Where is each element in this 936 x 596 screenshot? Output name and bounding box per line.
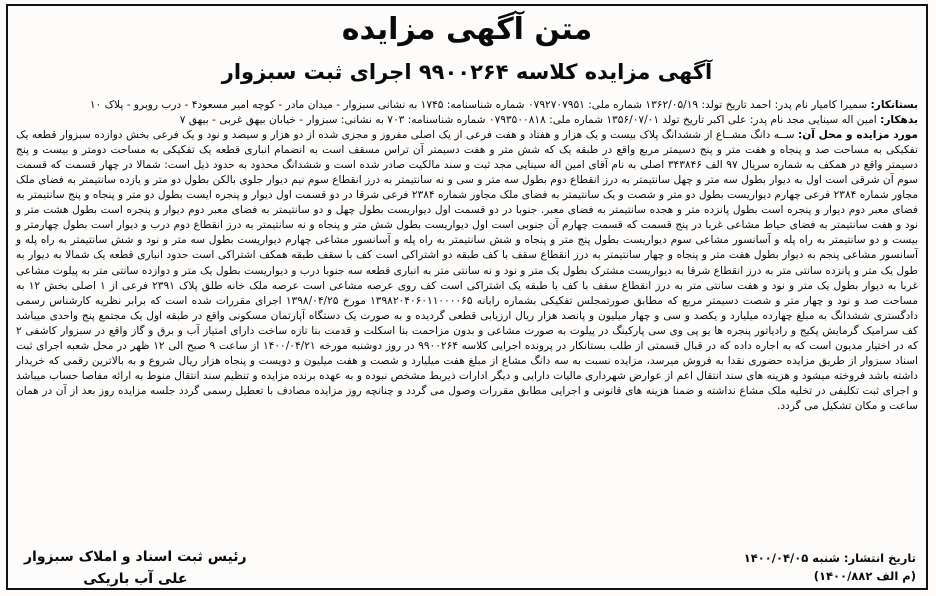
auction-label: مورد مزایده و محل آن:	[797, 129, 918, 142]
signer-name: علی آب باریکی	[83, 571, 188, 587]
publication-info	[744, 549, 916, 585]
signer-title: رئیس ثبت اسناد و املاک سبزوار	[24, 549, 247, 565]
creditor-label: بستانکار:	[870, 99, 918, 111]
notice-body	[16, 98, 918, 414]
page-title: متن آگهی مزایده	[341, 12, 593, 47]
debtor-text: امین اله سینایی مجد نام پدر: علی اکبر تاریخ تولد ۱۳۵۶/۰۷/۰۱ شماره ملی: ۰۷۹۳۵۰۰۸۱۸ شماره شناسنامه: ۷۰۳ به نشانی: سبزوار - خیابان بیهق غربی - بیهق ۷	[179, 114, 877, 127]
auction-paragraph	[16, 128, 918, 414]
creditor-paragraph	[16, 98, 918, 113]
creditor-text: سمیرا کامیار نام پدر: احمد تاریخ تولد: ۱۳۶۲/۰۵/۱۹ شماره ملی: ۰۷۹۲۷۰۷۹۵۱ شماره شناسنامه: ۱۷۴۵ به نشانی سبزوار - میدان مادر - کوچه امیر مسعود۴ - درب روبرو - پلاک ۱۰	[89, 99, 868, 111]
notice-page	[6, 4, 928, 590]
auction-text: ســه دانگ مشــاع از ششدانگ پلاک بیست و یک هزار و هفتاد و هفت فرعی از یک اصلی مفروز و مجزی شده از دو هزار و سیصد و نود و یک فرعی بخش دوازده سبزوار قطعه یک تفکیکی به مساحت صد و پنجاه و هفت متر و پنج دسیمتر مربع واقع در طبقه یک که شش متر و هفت دسیمتر آن تراس مسقف است به انضمام انباری قطعه یک تفکیکی به مساحت دومتر و بیست و پنج دسیمتر واقع در همکف به شماره سریال ۹۷ الف ۳۴۳۸۴۶ اصلی به نام آقای امین اله سینایی مجد ثبت و سند مالکیت صادر شده است و ششدانگ محدود به حدود ذیل است: شمالا در چهار قسمت که قسمت سوم آن شرقی است اول به دیوار بطول سه متر و چهل سانتیمتر به درز انقطاع دوم بطول سه متر و سی و نه سانتیمتر به درز انقطاع سوم نیم دیوار جلوی بالکن بطول دو متر و یازده سانتیمتر به فضای ملک مجاور شماره ۲۳۸۴ فرعی چهارم دیواریست بطول دو متر و شصت و یک سانتیمتر به فضای ملک مجاور شماره ۲۳۸۴ فرعی شرقا در دو قسمت اول دیوار و پنجره ایست بطول دو متر و پنجاه و پنج سانتیمتر به فضای معبر دوم دیوار و پنجره است بطول پانزده متر و هجده سانتیمتر به فضای معبر. جنوبا در دو قسمت اول دیواریست بطول چهل و دو سانتیمتر به فضای معبر دوم دیوار و پنجره است بطول هشت متر و نود و هفت سانتیمتر به فضای حیاط مشاعی غربا در پنج قسمت که قسمت چهارم آن جنوبی است اول دیواریست بطول شش متر و پنجاه و نه سانتیمتر به درز انقطاع دوم درب و دیوار است بطول چهارمتر و بیست و دو سانتیمتر به راه پله و آسانسور مشاعی سوم دیواریست بطول پنج متر و پنجاه و شش سانتیمتر به راه پله و آسانسور مشاعی چهارم دیواریست بطول سه متر و نود و شش سانتیمتر به راه پله و آسانسور مشاعی پنجم به دیوار بطول هفت متر و پنجاه و چهار سانتیمتر به درز انقطاع سقف با کف طبقه دو اشتراکی است کف با سقف طبقه همکف اشتراکی است حدود انباری قطعه یک شمالا به دیوار به طول یک متر و پانزده سانتی متر به درز انقطاع شرقا به دیواریست مشترک بطول یک متر و نود و نه سانتی متر به انباری قطعه سه جنوبا درب و دیواریست بطول یک متر و دوازده سانتی متر به پیلوت مشاعی غربا به دیوار بطول یک متر و نود و هفت سانتی متر به درز انقطاع سقف با کف با طبقه یک اشتراکی است کف روی عرصه مشاعی است عرصه ملک خانه طلق پلاک ۲۳۹۱ فرعی از ۱ اصلی بخش ۱۲ به مساحت صد و نود و چهار متر و شصت دسیمتر مربع که مطابق صورتمجلس تفکیکی بشماره رابانه ۱۳۹۸۲۰۴۰۶۰۱۱۰۰۰۰۶۵ مورخ ۱۳۹۸/۰۴/۲۵ اجرای مقررات شده است که برابر نظریه کارشناس رسمی دادگستری ششدانگ به مبلغ چهارده میلیارد و یکصد و سی و چهار میلیون و پانصد هزار ریال ارزیابی قطعی گردیده و به صورت یک دستگاه آپارتمان مسکونی واقع در طبقه اول یک مجتمع پنج واحدی میباشد کف سرامیک گرمایش پکیج و رادیاتور پنجره ها یو پی وی سی پارکینگ در پیلوت به صورت مشاعی و بدون مزاحمت بنا اسکلت و قدمت بنا تازه ساخت دارای امتیاز آب و برق و گاز واقع در سبزوار کاشفی ۲ که در اختیار مدیون است که به اجاره داده که در قبال قسمتی از طلب بستانکار در پرونده اجرایی کلاسه ۹۹۰۰۲۶۴ در روز دوشنبه مورخه ۱۴۰۰/۰۴/۲۱ از ساعت ۹ صبح الی ۱۲ ظهر در محل شعبه اجرای ثبت اسناد سبزوار از طریق مزایده حضوری نقدا به فروش میرسد، مزایده نسبت به سه دانگ مشاع از مبلغ هفت میلیارد و شصت و هفت میلیون و دویست و پنجاه هزار ریال شروع و به بالاترین رقمی که خریدار داشته باشد فروخته میشود و هزینه های سند انتقال اعم از عوارض شهرداری مالیات دارایی و دیگر ادارات ذیربط مشخص نبوده و به عهده برنده مزایده و تنظیم سند انتقال منوط به ارائه مفاصا حساب میباشد و اجرای ثبت تکلیفی در تخلیه ملک مشاع نداشته و ضمنا هزینه های قانونی و اجرایی مطابق مقررات وصول می گردد و چنانچه روز مزایده مصادف با تعطیل رسمی گردد جلسه مزایده روز بعد از آن در همان ساعت و مکان تشکیل می گردد.	[16, 129, 919, 412]
debtor-label: بدهکار:	[880, 114, 918, 127]
debtor-paragraph	[16, 113, 918, 128]
signature-block	[24, 546, 247, 590]
notice-code: (م الف ۱۴۰۰/۸۸۲)	[813, 569, 916, 583]
page-subtitle: آگهی مزایده کلاسه ۹۹۰۰۲۶۴ اجرای ثبت سبزوار	[221, 60, 713, 84]
publish-date: تاریخ انتشار: شنبه ۱۴۰۰/۰۴/۰۵	[743, 551, 916, 565]
